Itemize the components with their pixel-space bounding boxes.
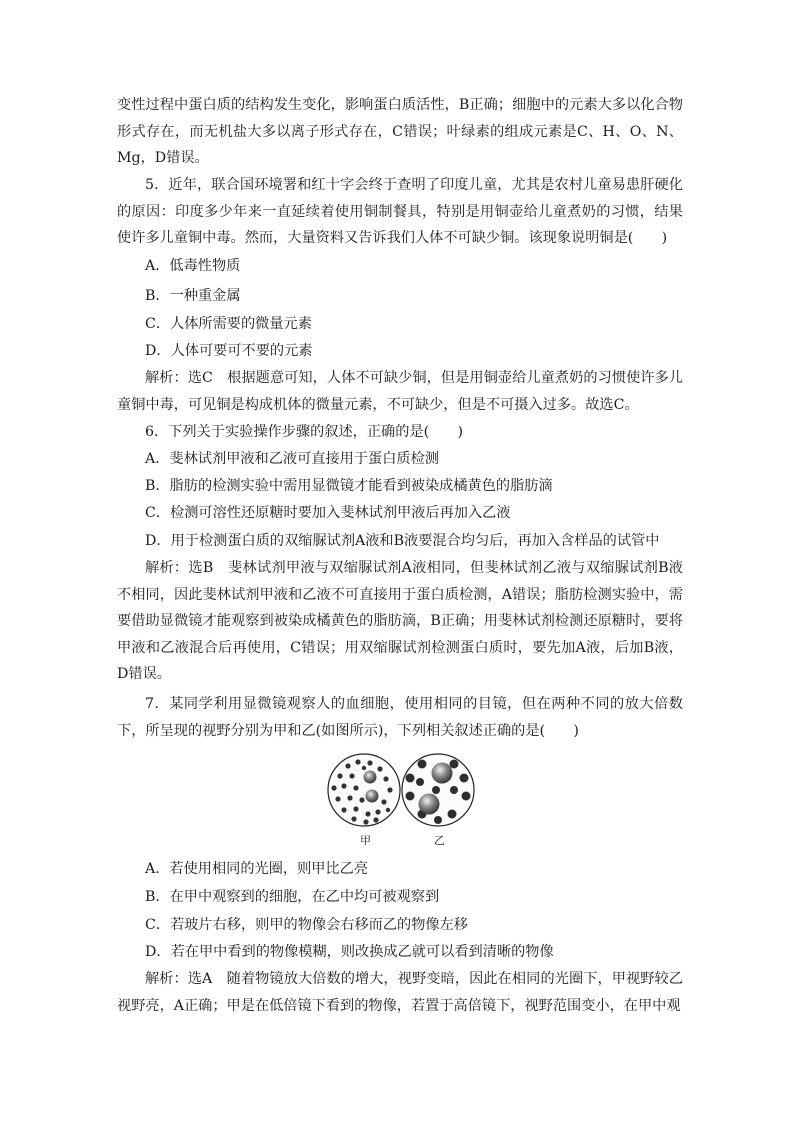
question-7-option-b: B．在甲中观察到的细胞，在乙中均可被观察到 [145,889,440,905]
field-high-magnification [402,754,474,826]
question-5-option-b: B．一种重金属 [145,288,241,304]
question-6-stem: 6．下列关于实验操作步骤的叙述，正确的是( ) [145,424,464,440]
question-7-option-c: C．若玻片右移，则甲的物像会右移而乙的物像左移 [145,917,468,933]
question-6-option-d: D．用于检测蛋白质的双缩脲试剂A液和B液要混合均匀后，再加入含样品的试管中 [145,533,660,549]
answer-7: 解析：选A 随着物镜放大倍数的增大，视野变暗，因此在相同的光圈下，甲视野较乙视野亮，A正确；甲是在低倍镜下看到的物像，若置于高倍镜下，视野范围变小，在甲中观 [117,971,683,1014]
question-7-option-a: A．若使用相同的光圈，则甲比乙亮 [145,861,369,877]
figure-label-jia: 甲 [360,834,371,847]
question-5-option-d: D．人体可要可不要的元素 [145,343,313,359]
question-5-option-c: C．人体所需要的微量元素 [145,316,312,332]
question-7-stem: 7．某同学利用显微镜观察人的血细胞，使用相同的目镜，但在两种不同的放大倍数下，所呈现的视野分别为甲和乙(如图所示)，下列相关叙述正确的是( ) [117,696,683,739]
microscope-fields-figure [326,752,476,848]
question-5-stem: 5．近年，联合国环境署和红十字会终于查明了印度儿童，尤其是农村儿童易患肝硬化的原因：印度多少年来一直延续着使用铜制餐具，特别是用铜壶给儿童煮奶的习惯，结果使许多儿童铜中毒。然而，大量资料又告诉我们人体不可缺少铜。该现象说明铜是( ) [117,177,683,246]
figure-label-yi: 乙 [434,834,445,847]
field-low-magnification [328,754,400,826]
question-7-option-d: D．若在甲中看到的物像模糊，则改换成乙就可以看到清晰的物像 [145,944,554,960]
microscope-fields-drawing [326,752,476,848]
question-6-option-a: A．斐林试剂甲液和乙液可直接用于蛋白质检测 [145,451,439,467]
answer-6: 解析：选B 斐林试剂甲液与双缩脲试剂A液相同，但斐林试剂乙液与双缩脲试剂B液不相同，因此斐林试剂甲液和乙液不可直接用于蛋白质检测，A错误；脂肪检测实验中，需要借助显微镜才能观察到被染成橘黄色的脂肪滴，B正确；用斐林试剂检测还原糖时，要将甲液和乙液混合后再使用，C错误；用双缩脲试剂检测蛋白质时，要先加A液，后加B液，D错误。 [117,560,683,682]
answer-4-continuation: 变性过程中蛋白质的结构发生变化，影响蛋白质活性，B正确；细胞中的元素大多以化合物形式存在，而无机盐大多以离子形式存在，C错误；叶绿素的组成元素是C、H、O、N、Mg，D错误。 [117,97,683,166]
question-5-option-a: A．低毒性物质 [145,258,241,274]
question-6-option-b: B．脂肪的检测实验中需用显微镜才能看到被染成橘黄色的脂肪滴 [145,478,553,494]
answer-5: 解析：选C 根据题意可知，人体不可缺少铜，但是用铜壶给儿童煮奶的习惯使许多儿童铜中毒，可见铜是构成机体的微量元素，不可缺少，但是不可摄入过多。故选C。 [117,370,683,413]
question-6-option-c: C．检测可溶性还原糖时要加入斐林试剂甲液后再加入乙液 [145,505,511,521]
